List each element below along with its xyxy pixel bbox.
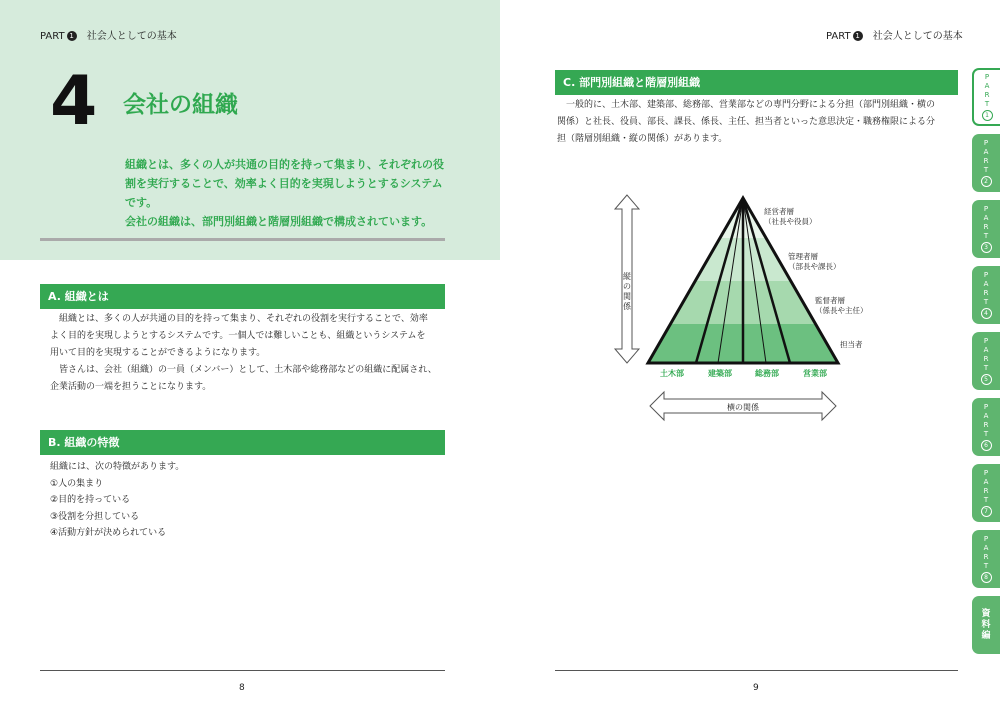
tab-letter: R — [983, 223, 989, 231]
tab-letter: P — [983, 139, 989, 147]
level-label: 経営者層 — [764, 207, 794, 216]
section-c-body — [557, 97, 962, 148]
footer-rule-right — [555, 670, 958, 671]
tab-letter: A — [983, 478, 989, 486]
tab-letter: R — [983, 157, 989, 165]
list-item: ①人の集まり — [50, 478, 104, 489]
summary-line: 会社の組織は、部門別組織と階層別組織で構成されています。 — [125, 215, 433, 228]
tab-letter: A — [983, 280, 989, 288]
paragraph-line: 企業活動の一端を担うことになります。 — [50, 382, 212, 392]
chapter-number: 4 — [50, 62, 98, 141]
paragraph-line: 担（階層別組織・縦の関係）があります。 — [557, 134, 728, 144]
tab-number: 7 — [981, 506, 992, 517]
tab-letter: R — [984, 91, 990, 99]
tab-letter: R — [983, 355, 989, 363]
department-label: 建築部 — [708, 369, 732, 378]
tab-letter: 編 — [981, 630, 991, 641]
organization-pyramid-diagram — [600, 185, 870, 435]
level-detail: （部長や課長） — [788, 262, 841, 271]
part-tab-8[interactable] — [972, 530, 1000, 588]
chapter-summary — [125, 155, 465, 231]
tab-number: 5 — [981, 374, 992, 385]
horizontal-label: 横の関係 — [727, 403, 759, 412]
level-detail: （社長や役員） — [764, 217, 817, 226]
tab-letter: A — [983, 148, 989, 156]
hero-divider — [40, 238, 445, 241]
tab-letter: A — [983, 544, 989, 552]
footer-rule-left — [40, 670, 445, 671]
tab-letter: A — [983, 412, 989, 420]
tab-letter: 料 — [981, 619, 991, 630]
part-prefix: PART — [40, 31, 65, 42]
summary-line: 組織とは、多くの人が共通の目的を持って集まり、それぞれの役 — [125, 158, 444, 171]
section-a-body — [50, 311, 450, 396]
section-a-heading: A. 組織とは — [40, 284, 445, 309]
department-label: 総務部 — [755, 369, 779, 378]
part-tab-2[interactable] — [972, 134, 1000, 192]
section-c-heading: C. 部門別組織と階層別組織 — [555, 70, 958, 95]
part-tab-1[interactable] — [972, 68, 1000, 126]
tab-letter: P — [983, 535, 989, 543]
tab-letter: P — [983, 337, 989, 345]
department-label: 土木部 — [660, 369, 684, 378]
running-header-right — [826, 27, 963, 42]
tab-letter: R — [983, 553, 989, 561]
page-number-right: 9 — [753, 683, 759, 693]
summary-line: 割を実行することで、効率よく目的を実現しようとするシステム — [125, 177, 443, 190]
part-number-badge: 1 — [67, 31, 77, 41]
part-tab-6[interactable] — [972, 398, 1000, 456]
part-tab-4[interactable] — [972, 266, 1000, 324]
tab-letter: T — [983, 298, 989, 306]
paragraph-line: 一般的に、土木部、建築部、総務部、営業部などの専門分野による分担（部門別組織・横の — [566, 100, 936, 110]
paragraph-line: 関係）と社長、役員、部長、課長、係長、主任、担当者といった意思決定・職務権限による分 — [557, 117, 936, 127]
tab-letter: A — [983, 214, 989, 222]
tab-number: 6 — [981, 440, 992, 451]
tab-letter: P — [983, 205, 989, 213]
part-prefix: PART — [826, 31, 851, 42]
vertical-label: 縦の関係 — [623, 272, 631, 311]
tab-letter: T — [983, 364, 989, 372]
pyramid-band-management — [640, 238, 850, 281]
tab-letter: P — [983, 403, 989, 411]
tab-number: 2 — [981, 176, 992, 187]
tab-letter: P — [983, 469, 989, 477]
tab-letter: T — [984, 100, 990, 108]
list-intro: 組織には、次の特徴があります。 — [50, 462, 185, 472]
tab-letter: T — [983, 562, 989, 570]
tab-number: 1 — [982, 110, 993, 121]
paragraph-line: 用いて目的を実現することができるようになります。 — [50, 348, 266, 358]
part-tab-5[interactable] — [972, 332, 1000, 390]
paragraph-line: 組織とは、多くの人が共通の目的を持って集まり、それぞれの役割を実行することで、効率 — [59, 314, 428, 324]
list-item: ②目的を持っている — [50, 495, 131, 505]
summary-line: です。 — [125, 196, 158, 209]
list-item: ④活動方針が決められている — [50, 528, 167, 538]
tab-letter: R — [983, 487, 989, 495]
tab-letter: T — [983, 166, 989, 174]
tab-letter: R — [983, 289, 989, 297]
part-tab-7[interactable] — [972, 464, 1000, 522]
tab-number: 3 — [981, 242, 992, 253]
tab-letter: A — [983, 346, 989, 354]
page-number-left: 8 — [239, 683, 245, 693]
department-label: 営業部 — [803, 369, 827, 378]
chapter-title: 会社の組織 — [123, 92, 238, 118]
level-label: 担当者 — [840, 340, 863, 349]
running-header-left — [40, 27, 177, 42]
tab-letter: R — [983, 421, 989, 429]
level-label: 管理者層 — [788, 252, 818, 261]
tab-number: 8 — [981, 572, 992, 583]
tab-letter: T — [983, 496, 989, 504]
tab-letter: T — [983, 430, 989, 438]
tab-letter: P — [983, 271, 989, 279]
part-title: 社会人としての基本 — [86, 31, 177, 42]
list-item: ③役割を分担している — [50, 511, 140, 522]
tab-number: 4 — [981, 308, 992, 319]
section-b-body — [50, 459, 450, 542]
part-number-badge: 1 — [853, 31, 863, 41]
section-b-heading: B. 組織の特徴 — [40, 430, 445, 455]
paragraph-line: よく目的を実現しようとするシステムです。一個人では難しいことも、組織というシステムを — [50, 331, 426, 341]
level-label: 監督者層 — [815, 296, 845, 305]
part-tab-3[interactable] — [972, 200, 1000, 258]
paragraph-line: 皆さんは、会社（組織）の一員（メンバー）として、土木部や総務部などの組織に配属され、 — [59, 365, 437, 375]
tab-letter: T — [983, 232, 989, 240]
part-title: 社会人としての基本 — [872, 31, 963, 42]
tab-letter: A — [984, 82, 990, 90]
tab-letter: P — [984, 73, 990, 81]
level-detail: （係長や主任） — [815, 306, 868, 315]
tab-letter: 資 — [981, 608, 991, 619]
part-tab-appendix[interactable] — [972, 596, 1000, 654]
